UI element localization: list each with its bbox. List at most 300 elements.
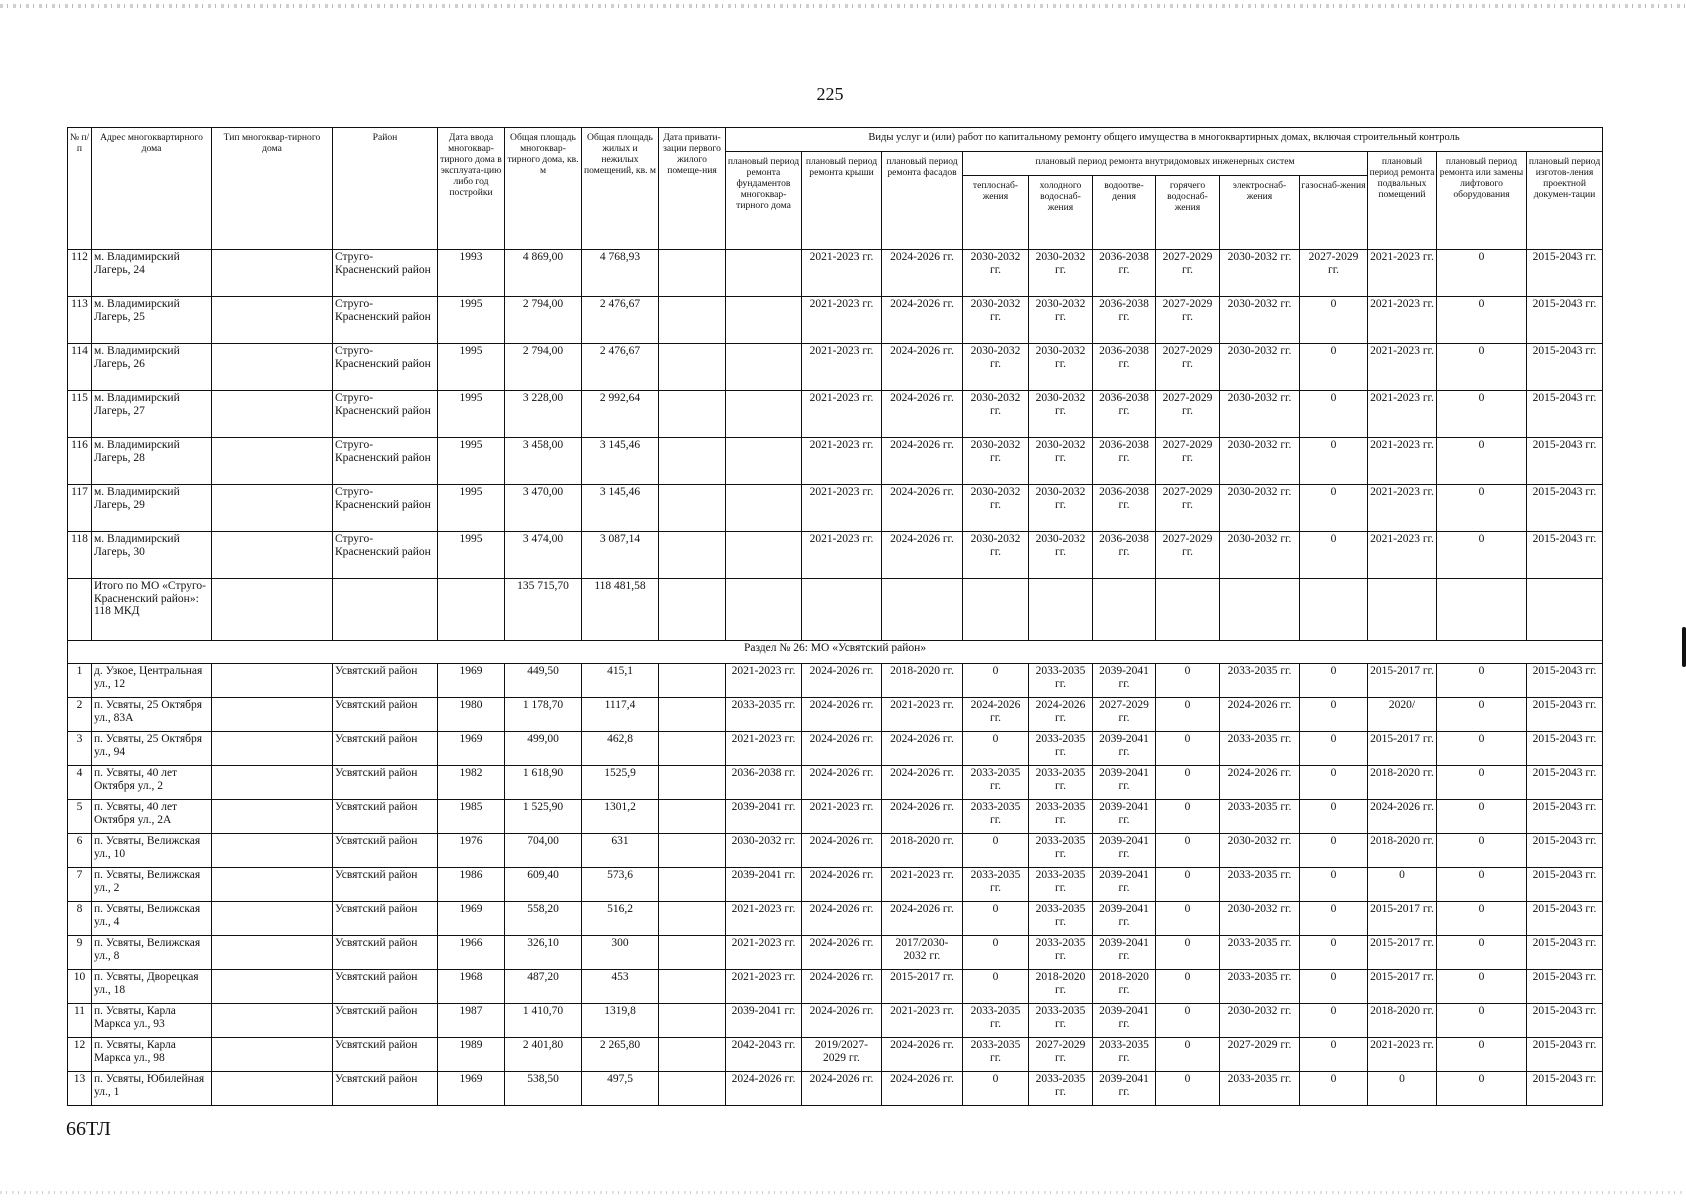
total-empty [882,579,963,641]
cell-roof: 2024-2026 гг. [802,732,882,766]
cell-sewer: 2036-2038 гг. [1093,485,1156,532]
cell-year: 1980 [438,698,505,732]
cell-facade: 2024-2026 гг. [882,485,963,532]
cell-year: 1969 [438,732,505,766]
col-sewer: водоотве-дения [1093,176,1156,250]
cell-address: п. Усвяты, 40 лет Октября ул., 2 [92,766,212,800]
total-empty [1220,579,1300,641]
cell-roof: 2021-2023 гг. [802,532,882,579]
cell-design: 2015-2043 гг. [1527,970,1603,1004]
col-house-type: Тип многоквар-тирного дома [212,128,333,250]
total-area-sum: 135 715,70 [505,579,582,641]
cell-sewer: 2033-2035 гг. [1093,1038,1156,1072]
cell-total-area: 2 794,00 [505,344,582,391]
cell-living-area: 3 145,46 [582,485,659,532]
cell-roof: 2021-2023 гг. [802,800,882,834]
total-empty [1029,579,1093,641]
cell-hot: 0 [1156,1072,1220,1106]
table-row [68,868,1603,902]
cell-heat: 2024-2026 гг. [963,698,1029,732]
cell-heat: 2030-2032 гг. [963,485,1029,532]
total-empty [333,579,438,641]
cell-gas: 0 [1300,664,1368,698]
cell-district: Струго-Красненский район [333,297,438,344]
cell-hot: 0 [1156,800,1220,834]
cell-priv-date [659,344,726,391]
cell-facade: 2024-2026 гг. [882,297,963,344]
cell-facade: 2024-2026 гг. [882,344,963,391]
col-roof: плановый период ремонта крыши [802,152,882,250]
cell-type [212,438,333,485]
cell-roof: 2024-2026 гг. [802,936,882,970]
cell-heat: 2033-2035 гг. [963,1004,1029,1038]
cell-type [212,344,333,391]
cell-total-area: 2 401,80 [505,1038,582,1072]
table-row [68,1004,1603,1038]
col-address: Адрес многоквартирного дома [92,128,212,250]
cell-living-area: 497,5 [582,1072,659,1106]
table-body-struga [68,250,1603,579]
cell-lift: 0 [1437,391,1527,438]
cell-priv-date [659,250,726,297]
cell-facade: 2024-2026 гг. [882,800,963,834]
col-lift: плановый период ремонта или замены лифтового оборудования [1437,152,1527,250]
cell-sewer: 2036-2038 гг. [1093,297,1156,344]
cell-roof: 2024-2026 гг. [802,970,882,1004]
cell-foundation [726,532,802,579]
cell-district: Усвятский район [333,664,438,698]
cell-electric: 2030-2032 гг. [1220,438,1300,485]
cell-design: 2015-2043 гг. [1527,1038,1603,1072]
cell-year: 1976 [438,834,505,868]
cell-priv-date [659,664,726,698]
cell-foundation [726,297,802,344]
cell-basement: 2015-2017 гг. [1368,902,1437,936]
cell-living-area: 1319,8 [582,1004,659,1038]
cell-priv-date [659,698,726,732]
cell-cold: 2033-2035 гг. [1029,902,1093,936]
cell-gas: 0 [1300,766,1368,800]
col-basement: плановый период ремонта подвальных помещений [1368,152,1437,250]
cell-type [212,250,333,297]
cell-year: 1968 [438,970,505,1004]
cell-facade: 2017/2030-2032 гг. [882,936,963,970]
cell-hot: 2027-2029 гг. [1156,438,1220,485]
cell-living-area: 1301,2 [582,800,659,834]
cell-gas: 0 [1300,834,1368,868]
table-row [68,970,1603,1004]
cell-electric: 2030-2032 гг. [1220,485,1300,532]
cell-hot: 2027-2029 гг. [1156,485,1220,532]
cell-district: Струго-Красненский район [333,438,438,485]
cell-sewer: 2018-2020 гг. [1093,970,1156,1004]
cell-electric: 2033-2035 гг. [1220,970,1300,1004]
cell-design: 2015-2043 гг. [1527,868,1603,902]
cell-lift: 0 [1437,297,1527,344]
cell-year: 1995 [438,485,505,532]
cell-num: 113 [68,297,92,344]
cell-num: 1 [68,664,92,698]
cell-gas: 0 [1300,1004,1368,1038]
cell-district: Усвятский район [333,1038,438,1072]
cell-facade: 2021-2023 гг. [882,1004,963,1038]
cell-gas: 2027-2029 гг. [1300,250,1368,297]
cell-roof: 2021-2023 гг. [802,250,882,297]
cell-cold: 2033-2035 гг. [1029,936,1093,970]
cell-cold: 2030-2032 гг. [1029,391,1093,438]
cell-foundation: 2030-2032 гг. [726,834,802,868]
col-num: № п/п [68,128,92,250]
cell-facade: 2021-2023 гг. [882,868,963,902]
cell-roof: 2021-2023 гг. [802,344,882,391]
cell-type [212,532,333,579]
cell-hot: 0 [1156,936,1220,970]
cell-district: Усвятский район [333,1072,438,1106]
cell-basement: 2021-2023 гг. [1368,297,1437,344]
total-empty [1300,579,1368,641]
cell-year: 1995 [438,391,505,438]
cell-gas: 0 [1300,800,1368,834]
cell-hot: 0 [1156,1038,1220,1072]
cell-cold: 2033-2035 гг. [1029,732,1093,766]
cell-roof: 2024-2026 гг. [802,698,882,732]
cell-total-area: 3 458,00 [505,438,582,485]
scan-artifact-bottom [0,1191,1686,1194]
section-title: Раздел № 26: МО «Усвятский район» [68,641,1603,664]
cell-sewer: 2039-2041 гг. [1093,800,1156,834]
cell-lift: 0 [1437,868,1527,902]
cell-foundation: 2021-2023 гг. [726,970,802,1004]
cell-hot: 0 [1156,902,1220,936]
cell-roof: 2021-2023 гг. [802,485,882,532]
cell-foundation [726,485,802,532]
cell-district: Усвятский район [333,698,438,732]
cell-hot: 2027-2029 гг. [1156,250,1220,297]
cell-priv-date [659,868,726,902]
cell-foundation: 2036-2038 гг. [726,766,802,800]
total-empty [802,579,882,641]
cell-priv-date [659,970,726,1004]
cell-total-area: 1 410,70 [505,1004,582,1038]
table-row [68,1072,1603,1106]
cell-sewer: 2036-2038 гг. [1093,438,1156,485]
cell-total-area: 3 474,00 [505,532,582,579]
table-row [68,1038,1603,1072]
cell-foundation: 2021-2023 гг. [726,732,802,766]
cell-priv-date [659,438,726,485]
cell-heat: 2030-2032 гг. [963,344,1029,391]
cell-address: д. Узкое, Центральная ул., 12 [92,664,212,698]
cell-living-area: 453 [582,970,659,1004]
cell-lift: 0 [1437,800,1527,834]
total-empty [963,579,1029,641]
cell-hot: 0 [1156,732,1220,766]
cell-num: 3 [68,732,92,766]
cell-priv-date [659,936,726,970]
cell-facade: 2024-2026 гг. [882,1072,963,1106]
table-row [68,344,1603,391]
cell-type [212,868,333,902]
cell-total-area: 704,00 [505,834,582,868]
cell-address: п. Усвяты, 40 лет Октября ул., 2А [92,800,212,834]
cell-cold: 2030-2032 гг. [1029,438,1093,485]
cell-heat: 2030-2032 гг. [963,391,1029,438]
cell-num: 4 [68,766,92,800]
cell-living-area: 631 [582,834,659,868]
cell-roof: 2021-2023 гг. [802,391,882,438]
cell-year: 1986 [438,868,505,902]
cell-electric: 2024-2026 гг. [1220,766,1300,800]
cell-foundation: 2021-2023 гг. [726,902,802,936]
cell-total-area: 499,00 [505,732,582,766]
cell-design: 2015-2043 гг. [1527,732,1603,766]
cell-total-area: 4 869,00 [505,250,582,297]
cell-total-area: 558,20 [505,902,582,936]
cell-cold: 2024-2026 гг. [1029,698,1093,732]
cell-year: 1995 [438,344,505,391]
cell-total-area: 1 618,90 [505,766,582,800]
cell-total-area: 3 228,00 [505,391,582,438]
cell-facade: 2018-2020 гг. [882,834,963,868]
cell-address: п. Усвяты, Юбилейная ул., 1 [92,1072,212,1106]
table-row [68,732,1603,766]
cell-lift: 0 [1437,1038,1527,1072]
cell-num: 9 [68,936,92,970]
cell-sewer: 2039-2041 гг. [1093,766,1156,800]
cell-priv-date [659,902,726,936]
total-row [68,579,1603,641]
cell-sewer: 2036-2038 гг. [1093,344,1156,391]
cell-basement: 2021-2023 гг. [1368,485,1437,532]
cell-electric: 2033-2035 гг. [1220,1072,1300,1106]
cell-num: 118 [68,532,92,579]
cell-design: 2015-2043 гг. [1527,1004,1603,1038]
cell-living-area: 1117,4 [582,698,659,732]
cell-year: 1985 [438,800,505,834]
cell-gas: 0 [1300,732,1368,766]
cell-year: 1995 [438,438,505,485]
cell-cold: 2030-2032 гг. [1029,344,1093,391]
table-row [68,297,1603,344]
cell-foundation: 2021-2023 гг. [726,936,802,970]
cell-electric: 2030-2032 гг. [1220,344,1300,391]
cell-roof: 2024-2026 гг. [802,902,882,936]
cell-year: 1995 [438,532,505,579]
col-heat: теплоснаб-жения [963,176,1029,250]
cell-lift: 0 [1437,250,1527,297]
cell-hot: 0 [1156,698,1220,732]
cell-type [212,936,333,970]
cell-hot: 2027-2029 гг. [1156,344,1220,391]
cell-num: 11 [68,1004,92,1038]
cell-district: Усвятский район [333,1004,438,1038]
cell-sewer: 2027-2029 гг. [1093,698,1156,732]
cell-priv-date [659,297,726,344]
cell-sewer: 2039-2041 гг. [1093,1004,1156,1038]
cell-cold: 2033-2035 гг. [1029,664,1093,698]
cell-foundation: 2039-2041 гг. [726,800,802,834]
cell-facade: 2021-2023 гг. [882,698,963,732]
cell-priv-date [659,391,726,438]
cell-total-area: 487,20 [505,970,582,1004]
cell-priv-date [659,485,726,532]
cell-priv-date [659,1038,726,1072]
cell-electric: 2027-2029 гг. [1220,1038,1300,1072]
cell-hot: 2027-2029 гг. [1156,532,1220,579]
cell-cold: 2030-2032 гг. [1029,297,1093,344]
cell-type [212,391,333,438]
cell-electric: 2030-2032 гг. [1220,1004,1300,1038]
cell-living-area: 1525,9 [582,766,659,800]
total-empty [1437,579,1527,641]
cell-heat: 0 [963,1072,1029,1106]
col-works-group: Виды услуг и (или) работ по капитальному ремонту общего имущества в многоквартирных домах, включая строительный контроль [726,128,1603,152]
col-cold: холодного водоснаб-жения [1029,176,1093,250]
cell-basement: 0 [1368,1072,1437,1106]
cell-year: 1982 [438,766,505,800]
total-label: Итого по МО «Струго-Красненский район»: 118 МКД [92,579,212,641]
cell-heat: 0 [963,970,1029,1004]
cell-basement: 2021-2023 гг. [1368,1038,1437,1072]
cell-lift: 0 [1437,936,1527,970]
cell-district: Усвятский район [333,902,438,936]
cell-total-area: 538,50 [505,1072,582,1106]
table-body-total [68,579,1603,664]
cell-electric: 2024-2026 гг. [1220,698,1300,732]
cell-roof: 2019/2027-2029 гг. [802,1038,882,1072]
cell-roof: 2021-2023 гг. [802,438,882,485]
cell-heat: 2033-2035 гг. [963,868,1029,902]
cell-num: 5 [68,800,92,834]
cell-hot: 0 [1156,1004,1220,1038]
cell-num: 10 [68,970,92,1004]
cell-type [212,698,333,732]
cell-lift: 0 [1437,766,1527,800]
cell-gas: 0 [1300,391,1368,438]
cell-sewer: 2039-2041 гг. [1093,936,1156,970]
cell-priv-date [659,1004,726,1038]
cell-address: п. Усвяты, Карла Маркса ул., 93 [92,1004,212,1038]
cell-facade: 2024-2026 гг. [882,766,963,800]
cell-basement: 2018-2020 гг. [1368,834,1437,868]
cell-lift: 0 [1437,732,1527,766]
cell-type [212,1072,333,1106]
cell-address: м. Владимирский Лагерь, 25 [92,297,212,344]
col-total-area: Общая площадь многоквар-тирного дома, кв. м [505,128,582,250]
col-facade: плановый период ремонта фасадов [882,152,963,250]
cell-lift: 0 [1437,834,1527,868]
cell-foundation: 2033-2035 гг. [726,698,802,732]
cell-cold: 2018-2020 гг. [1029,970,1093,1004]
cell-lift: 0 [1437,1072,1527,1106]
cell-facade: 2024-2026 гг. [882,1038,963,1072]
cell-roof: 2024-2026 гг. [802,664,882,698]
cell-address: п. Усвяты, Велижская ул., 4 [92,902,212,936]
cell-foundation [726,250,802,297]
cell-priv-date [659,834,726,868]
cell-foundation: 2042-2043 гг. [726,1038,802,1072]
cell-design: 2015-2043 гг. [1527,766,1603,800]
cell-hot: 0 [1156,868,1220,902]
table-row [68,766,1603,800]
cell-address: м. Владимирский Лагерь, 28 [92,438,212,485]
cell-type [212,902,333,936]
cell-total-area: 2 794,00 [505,297,582,344]
cell-electric: 2030-2032 гг. [1220,532,1300,579]
cell-design: 2015-2043 гг. [1527,532,1603,579]
cell-design: 2015-2043 гг. [1527,485,1603,532]
page-number: 225 [816,84,844,104]
col-hot: горячего водоснаб-жения [1156,176,1220,250]
cell-year: 1989 [438,1038,505,1072]
cell-num: 116 [68,438,92,485]
cell-hot: 2027-2029 гг. [1156,391,1220,438]
cell-lift: 0 [1437,1004,1527,1038]
total-empty [659,579,726,641]
cell-roof: 2021-2023 гг. [802,297,882,344]
cell-num: 117 [68,485,92,532]
cell-electric: 2030-2032 гг. [1220,834,1300,868]
cell-hot: 2027-2029 гг. [1156,297,1220,344]
cell-priv-date [659,800,726,834]
cell-num: 12 [68,1038,92,1072]
cell-basement: 0 [1368,868,1437,902]
cell-design: 2015-2043 гг. [1527,936,1603,970]
col-systems-group: плановый период ремонта внутридомовых инженерных систем [963,152,1368,176]
cell-total-area: 1 525,90 [505,800,582,834]
cell-address: п. Усвяты, 25 Октября ул., 94 [92,732,212,766]
cell-total-area: 3 470,00 [505,485,582,532]
cell-design: 2015-2043 гг. [1527,698,1603,732]
table-header [68,128,1603,250]
cell-district: Струго-Красненский район [333,344,438,391]
cell-year: 1995 [438,297,505,344]
cell-num: 7 [68,868,92,902]
table-row [68,936,1603,970]
total-num [68,579,92,641]
cell-type [212,664,333,698]
cell-roof: 2024-2026 гг. [802,834,882,868]
cell-hot: 0 [1156,766,1220,800]
cell-sewer: 2039-2041 гг. [1093,664,1156,698]
cell-district: Усвятский район [333,800,438,834]
cell-gas: 0 [1300,532,1368,579]
cell-num: 2 [68,698,92,732]
cell-basement: 2021-2023 гг. [1368,344,1437,391]
cell-foundation: 2039-2041 гг. [726,1004,802,1038]
cell-foundation: 2021-2023 гг. [726,664,802,698]
cell-basement: 2015-2017 гг. [1368,936,1437,970]
cell-num: 8 [68,902,92,936]
cell-type [212,834,333,868]
cell-heat: 0 [963,902,1029,936]
cell-basement: 2020/ [1368,698,1437,732]
cell-gas: 0 [1300,297,1368,344]
cell-address: п. Усвяты, Велижская ул., 2 [92,868,212,902]
cell-year: 1966 [438,936,505,970]
cell-basement: 2018-2020 гг. [1368,1004,1437,1038]
cell-basement: 2015-2017 гг. [1368,664,1437,698]
cell-lift: 0 [1437,970,1527,1004]
cell-sewer: 2039-2041 гг. [1093,868,1156,902]
cell-roof: 2024-2026 гг. [802,766,882,800]
cell-heat: 0 [963,732,1029,766]
cell-gas: 0 [1300,970,1368,1004]
cell-facade: 2024-2026 гг. [882,250,963,297]
cell-facade: 2018-2020 гг. [882,664,963,698]
cell-type [212,1004,333,1038]
cell-year: 1993 [438,250,505,297]
